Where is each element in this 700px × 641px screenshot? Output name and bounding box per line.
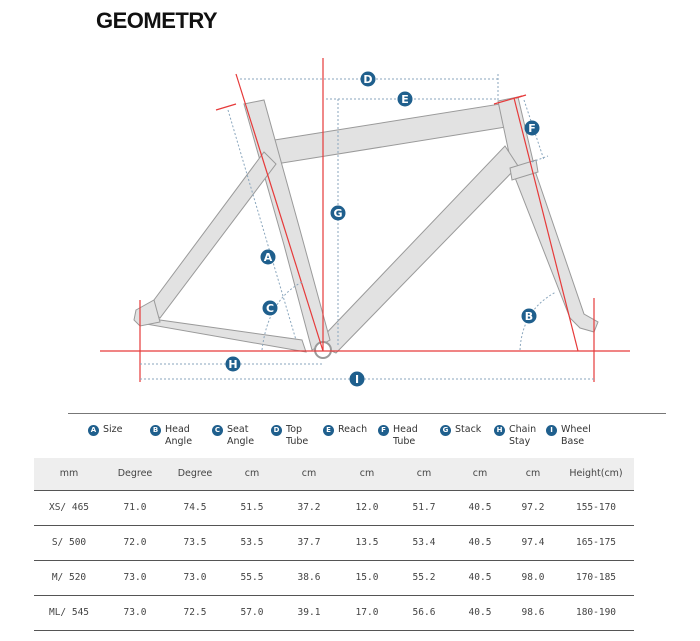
- chain-stay: [146, 310, 306, 352]
- svg-text:G: G: [333, 207, 343, 220]
- height-cell: 170-185: [575, 572, 617, 583]
- size-cell: ML/ 545: [48, 607, 90, 618]
- unit-cell: cm: [525, 468, 541, 479]
- head-tube-cell: 15.0: [355, 572, 379, 583]
- table-top-rule: [68, 413, 666, 414]
- legend-item-chain-stay: H Chain Stay: [494, 424, 538, 448]
- table-rule: [34, 630, 634, 631]
- legend-item-head-tube: F Head Tube: [378, 424, 420, 448]
- seat-stay: [148, 152, 276, 318]
- head-angle-cell: 73.0: [123, 572, 147, 583]
- marker-icon: I: [546, 425, 557, 436]
- chain-stay-cell: 40.5: [468, 502, 492, 513]
- seat-axis-line: [236, 74, 323, 351]
- size-cell: XS/ 465: [48, 502, 90, 513]
- size-cell: M/ 520: [51, 572, 87, 583]
- marker-icon: E: [323, 425, 334, 436]
- head-tube-cell: 13.5: [355, 537, 379, 548]
- wheel-base-cell: 98.0: [521, 572, 545, 583]
- wheel-base-cell: 97.2: [521, 502, 545, 513]
- marker-b: [522, 309, 537, 324]
- top-tube-cell: 55.5: [240, 572, 264, 583]
- legend-item-seat-angle: C Seat Angle: [212, 424, 260, 448]
- height-cell: 180-190: [575, 607, 617, 618]
- unit-cell: cm: [472, 468, 488, 479]
- table-row: [34, 491, 634, 525]
- marker-e: [398, 92, 413, 107]
- unit-cell: Height(cm): [569, 468, 623, 479]
- marker-icon: B: [150, 425, 161, 436]
- reach-cell: 37.7: [297, 537, 321, 548]
- marker-f: [525, 121, 540, 136]
- table-row: [34, 596, 634, 630]
- marker-h: [226, 357, 241, 372]
- top-tube-cell: 53.5: [240, 537, 264, 548]
- page-title: GEOMETRY: [96, 8, 218, 33]
- legend-item-reach: E Reach: [323, 424, 367, 436]
- marker-icon: G: [440, 425, 451, 436]
- size-cell: S/ 500: [51, 537, 87, 548]
- marker-icon: F: [378, 425, 389, 436]
- marker-d: [361, 72, 376, 87]
- head-angle-cell: 72.0: [123, 537, 147, 548]
- top-tube-cell: 57.0: [240, 607, 264, 618]
- seat-angle-cell: 74.5: [183, 502, 207, 513]
- height-cell: 165-175: [575, 537, 617, 548]
- head-tube-cell: 12.0: [355, 502, 379, 513]
- head-angle-cell: 73.0: [123, 607, 147, 618]
- fork: [512, 162, 598, 332]
- marker-c: [263, 301, 278, 316]
- unit-cell: cm: [416, 468, 432, 479]
- legend-item-wheel-base: I Wheel Base: [546, 424, 590, 448]
- svg-text:F: F: [528, 122, 536, 135]
- seat-angle-cell: 73.0: [183, 572, 207, 583]
- head-angle-cell: 71.0: [123, 502, 147, 513]
- top-tube: [262, 104, 512, 164]
- marker-icon: C: [212, 425, 223, 436]
- stack-cell: 51.7: [412, 502, 436, 513]
- svg-text:I: I: [354, 373, 360, 386]
- wheel-base-cell: 98.6: [521, 607, 545, 618]
- legend-item-stack: G Stack: [440, 424, 481, 436]
- table-row: [34, 526, 634, 560]
- legend-item-head-angle: B Head Angle: [150, 424, 200, 448]
- svg-text:C: C: [265, 302, 275, 315]
- reach-cell: 38.6: [297, 572, 321, 583]
- reach-cell: 39.1: [297, 607, 321, 618]
- head-tube-tick: [516, 95, 526, 98]
- unit-cell: Degree: [177, 468, 213, 479]
- reach-cell: 37.2: [297, 502, 321, 513]
- wheel-base-cell: 97.4: [521, 537, 545, 548]
- chain-stay-cell: 40.5: [468, 572, 492, 583]
- svg-text:B: B: [524, 310, 534, 323]
- svg-text:A: A: [263, 251, 273, 264]
- seat-angle-cell: 72.5: [183, 607, 207, 618]
- svg-text:E: E: [401, 93, 409, 106]
- unit-cell: cm: [359, 468, 375, 479]
- svg-text:D: D: [363, 73, 373, 86]
- seat-angle-cell: 73.5: [183, 537, 207, 548]
- units-header-row: [34, 458, 634, 490]
- marker-i: [350, 372, 365, 387]
- chain-stay-cell: 40.5: [468, 607, 492, 618]
- unit-cell: cm: [301, 468, 317, 479]
- head-tube-cell: 17.0: [355, 607, 379, 618]
- top-tube-cell: 51.5: [240, 502, 264, 513]
- marker-g: [331, 206, 346, 221]
- marker-a: [261, 250, 276, 265]
- unit-cell: cm: [244, 468, 260, 479]
- marker-icon: H: [494, 425, 505, 436]
- marker-icon: D: [271, 425, 282, 436]
- height-cell: 155-170: [575, 502, 617, 513]
- size-tick: [216, 104, 236, 110]
- unit-cell: mm: [59, 468, 79, 479]
- stack-cell: 55.2: [412, 572, 436, 583]
- stack-cell: 56.6: [412, 607, 436, 618]
- legend: [0, 424, 700, 456]
- down-tube: [316, 146, 518, 353]
- table-row: [34, 561, 634, 595]
- legend-item-size: A Size: [88, 424, 123, 436]
- marker-icon: A: [88, 425, 99, 436]
- svg-text:H: H: [228, 358, 238, 371]
- legend-item-top-tube: D Top Tube: [271, 424, 313, 448]
- chain-stay-cell: 40.5: [468, 537, 492, 548]
- stack-cell: 53.4: [412, 537, 436, 548]
- unit-cell: Degree: [117, 468, 153, 479]
